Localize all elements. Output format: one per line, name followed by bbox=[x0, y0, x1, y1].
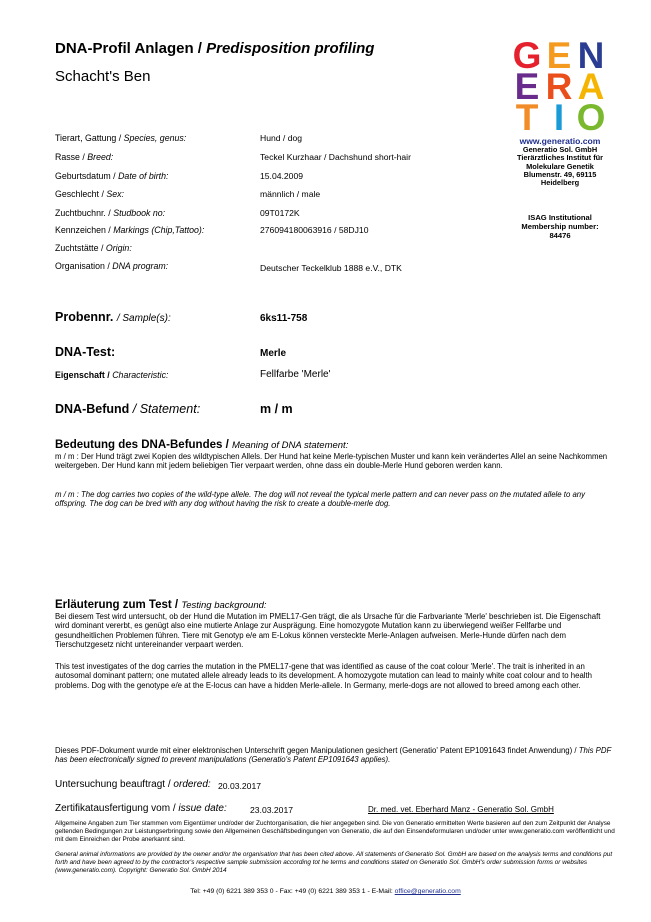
lab-line: Molekulare Genetik bbox=[526, 161, 594, 171]
contact-text: Tel: +49 (0) 6221 389 353 0 - Fax: +49 (0) 6221 389 353 1 - E-Mail: bbox=[190, 888, 395, 895]
issue-label: Zertifikatausfertigung vom / issue date: bbox=[55, 803, 227, 814]
title-de: DNA-Profil Anlagen / bbox=[55, 40, 207, 57]
studbook-label: Zuchtbuchnr. / Studbook no: bbox=[55, 208, 166, 218]
logo-letter: G bbox=[512, 35, 542, 76]
lab-line: Blumenstr. 49, 69115 bbox=[523, 169, 597, 179]
lab-line: Tierärztliches Institut für bbox=[516, 153, 604, 163]
terms-en: General animal informations are provided by the owner and/or the organisation that has been cited above. All statements of Generatio Sol. GmbH are based on the analysis terms and conditions put forth and have been agreed to by the contractor's respective sample submission according tot he terms and conditions stated on Generatio Sol. GmbH's order submission forms or websites (www.generatio.com). Copyright: Generatio Sol. GmbH 2014 bbox=[55, 851, 613, 874]
sex-value: männlich / male bbox=[260, 189, 321, 199]
logo-letter: N bbox=[577, 35, 605, 76]
logo-letter: E bbox=[514, 66, 540, 107]
page-title bbox=[55, 40, 374, 57]
signature-note: Dieses PDF-Dokument wurde mit einer elektronischen Unterschrift gegen Manipulationen gesichert (Generatio' Patent EP1091643 findet Anwendung) / This PDF has been electronically signed to prevent manipulations (Generatio's Patent EP1091643 applies). bbox=[55, 746, 612, 765]
background-heading: Erläuterung zum Test / Testing background: bbox=[55, 599, 267, 611]
origin-label: Zuchtstätte / Origin: bbox=[55, 243, 132, 253]
meaning-heading: Bedeutung des DNA-Befundes / Meaning of DNA statement: bbox=[55, 439, 349, 451]
organisation-label: Organisation / DNA program: bbox=[55, 261, 169, 271]
lab-info bbox=[498, 136, 622, 187]
characteristic-label: Eigenschaft / Characteristic: bbox=[55, 370, 169, 380]
dna-test-label: DNA-Test: bbox=[55, 345, 116, 359]
issue-value: 23.03.2017 bbox=[250, 805, 294, 815]
studbook-value: 09T0172K bbox=[260, 208, 300, 218]
logo-letter: R bbox=[545, 66, 573, 107]
logo-letter: I bbox=[553, 97, 565, 138]
birthdate-value: 15.04.2009 bbox=[260, 171, 304, 181]
ordered-label: Untersuchung beauftragt / ordered: bbox=[55, 779, 211, 790]
terms-de: Allgemeine Angaben zum Tier stammen vom Eigentümer und/oder der Zuchtorganisation, die hier angegeben sind. Die von Generatio ermittelten Werte basieren auf den zum Zeitpunkt der Analyse geltenden Bedingungen zur Leistungserbringung sowie den Allgemeinen Geschäftsbedingungen von Generatio, die auf den Einsendeformularen und/oder unter www.generatio.com veröffentlicht und mit dem Einreichen der Probe anerkannt sind. bbox=[55, 820, 615, 843]
logo-letter: T bbox=[515, 97, 539, 138]
markings-value: 276094180063916 / 58DJ10 bbox=[260, 225, 369, 235]
dna-test-value: Merle bbox=[260, 348, 287, 359]
sample-label: Probennr. / Sample(s): bbox=[55, 310, 171, 324]
breed-label: Rasse / Breed: bbox=[55, 152, 114, 162]
contact-line bbox=[0, 888, 651, 895]
logo-letter: A bbox=[577, 66, 605, 107]
breed-value: Teckel Kurzhaar / Dachshund short-hair bbox=[260, 152, 411, 162]
markings-label: Kennzeichen / Markings (Chip,Tattoo): bbox=[55, 225, 205, 235]
signatory: Dr. med. vet. Eberhard Manz - Generatio Sol. GmbH bbox=[368, 805, 554, 814]
logo-letter: E bbox=[546, 35, 572, 76]
statement-value: m / m bbox=[260, 402, 293, 416]
species-value: Hund / dog bbox=[260, 133, 303, 143]
species-label: Tierart, Gattung / Species, genus: bbox=[55, 133, 187, 143]
title-en: Predisposition profiling bbox=[206, 40, 375, 57]
background-text-de: Bei diesem Test wird untersucht, ob der Hund die Mutation im PMEL17-Gen trägt, die als Ursache für die Farbvariante 'Merle' beschrieben ist. Die Eigenschaft wird dominant vererbt, es genügt also eine mutierte Anlage zur Ausprägung. Eine homozygote Mutation kann zu überwiegend weißer Fellfarbe und gesundheitlichen Problemen führen. Tiere mit Genotyp e/e am E-Lokus können versteckte Merle-Anlagen aufweisen. Merle-Hunde dürfen nach dem Tierschutzgesetz nicht untereinander verpaart werden. bbox=[55, 612, 601, 650]
logo-letter: O bbox=[576, 97, 606, 138]
isag-membership bbox=[498, 214, 622, 240]
organisation-value: Deutscher Teckelklub 1888 e.V., DTK bbox=[260, 263, 402, 273]
dog-name: Schacht's Ben bbox=[55, 68, 151, 85]
isag-line: 84476 bbox=[549, 230, 571, 240]
lab-line: Heidelberg bbox=[540, 178, 580, 188]
lab-line: Generatio Sol. GmbH bbox=[522, 145, 598, 154]
generatio-logo bbox=[512, 35, 606, 138]
statement-label: DNA-Befund / Statement: bbox=[55, 402, 201, 416]
sample-value: 6ks11-758 bbox=[260, 313, 308, 324]
isag-line: ISAG Institutional bbox=[528, 213, 592, 222]
lab-url[interactable]: www.generatio.com bbox=[519, 136, 601, 146]
isag-line: Membership number: bbox=[521, 221, 599, 231]
meaning-text-en: m / m : The dog carries two copies of the wild-type allele. The dog will not reveal the typical merle pattern and can never pass on the mutated allele to any offspring. The dog can be bred with any dog without having the risk to create a double-merle dog. bbox=[55, 490, 586, 509]
email-link[interactable]: office@generatio.com bbox=[394, 888, 461, 895]
meaning-text-de: m / m : Der Hund trägt zwei Kopien des wildtypischen Allels. Der Hund hat keine Merle-typischen Muster und kann kein verändertes Allel an seine Nachkommen weitergeben. Der Hund kann mit jedem beliebigen Tier verpaart werden, ohne dass ein double-Merle Hund geboren werden kann. bbox=[55, 452, 608, 471]
birthdate-label: Geburtsdatum / Date of birth: bbox=[55, 171, 169, 181]
characteristic-value: Fellfarbe 'Merle' bbox=[260, 369, 331, 380]
sex-label: Geschlecht / Sex: bbox=[55, 189, 124, 199]
background-text-en: This test investigates of the dog carries the mutation in the PMEL17-gene that was identified as cause of the coat colour 'Merle'. The trait is inherited in an autosomal dominant pattern; one mutated allele already leads to its development. A homozygote mutation can lead to mainly white coat colour and to health problems. Dog with the genotype e/e at the E-locus can have a hidden Merle-allele. In Germany, merle-dogs are not allowed to breed among each other. bbox=[55, 662, 593, 690]
ordered-value: 20.03.2017 bbox=[218, 781, 262, 791]
